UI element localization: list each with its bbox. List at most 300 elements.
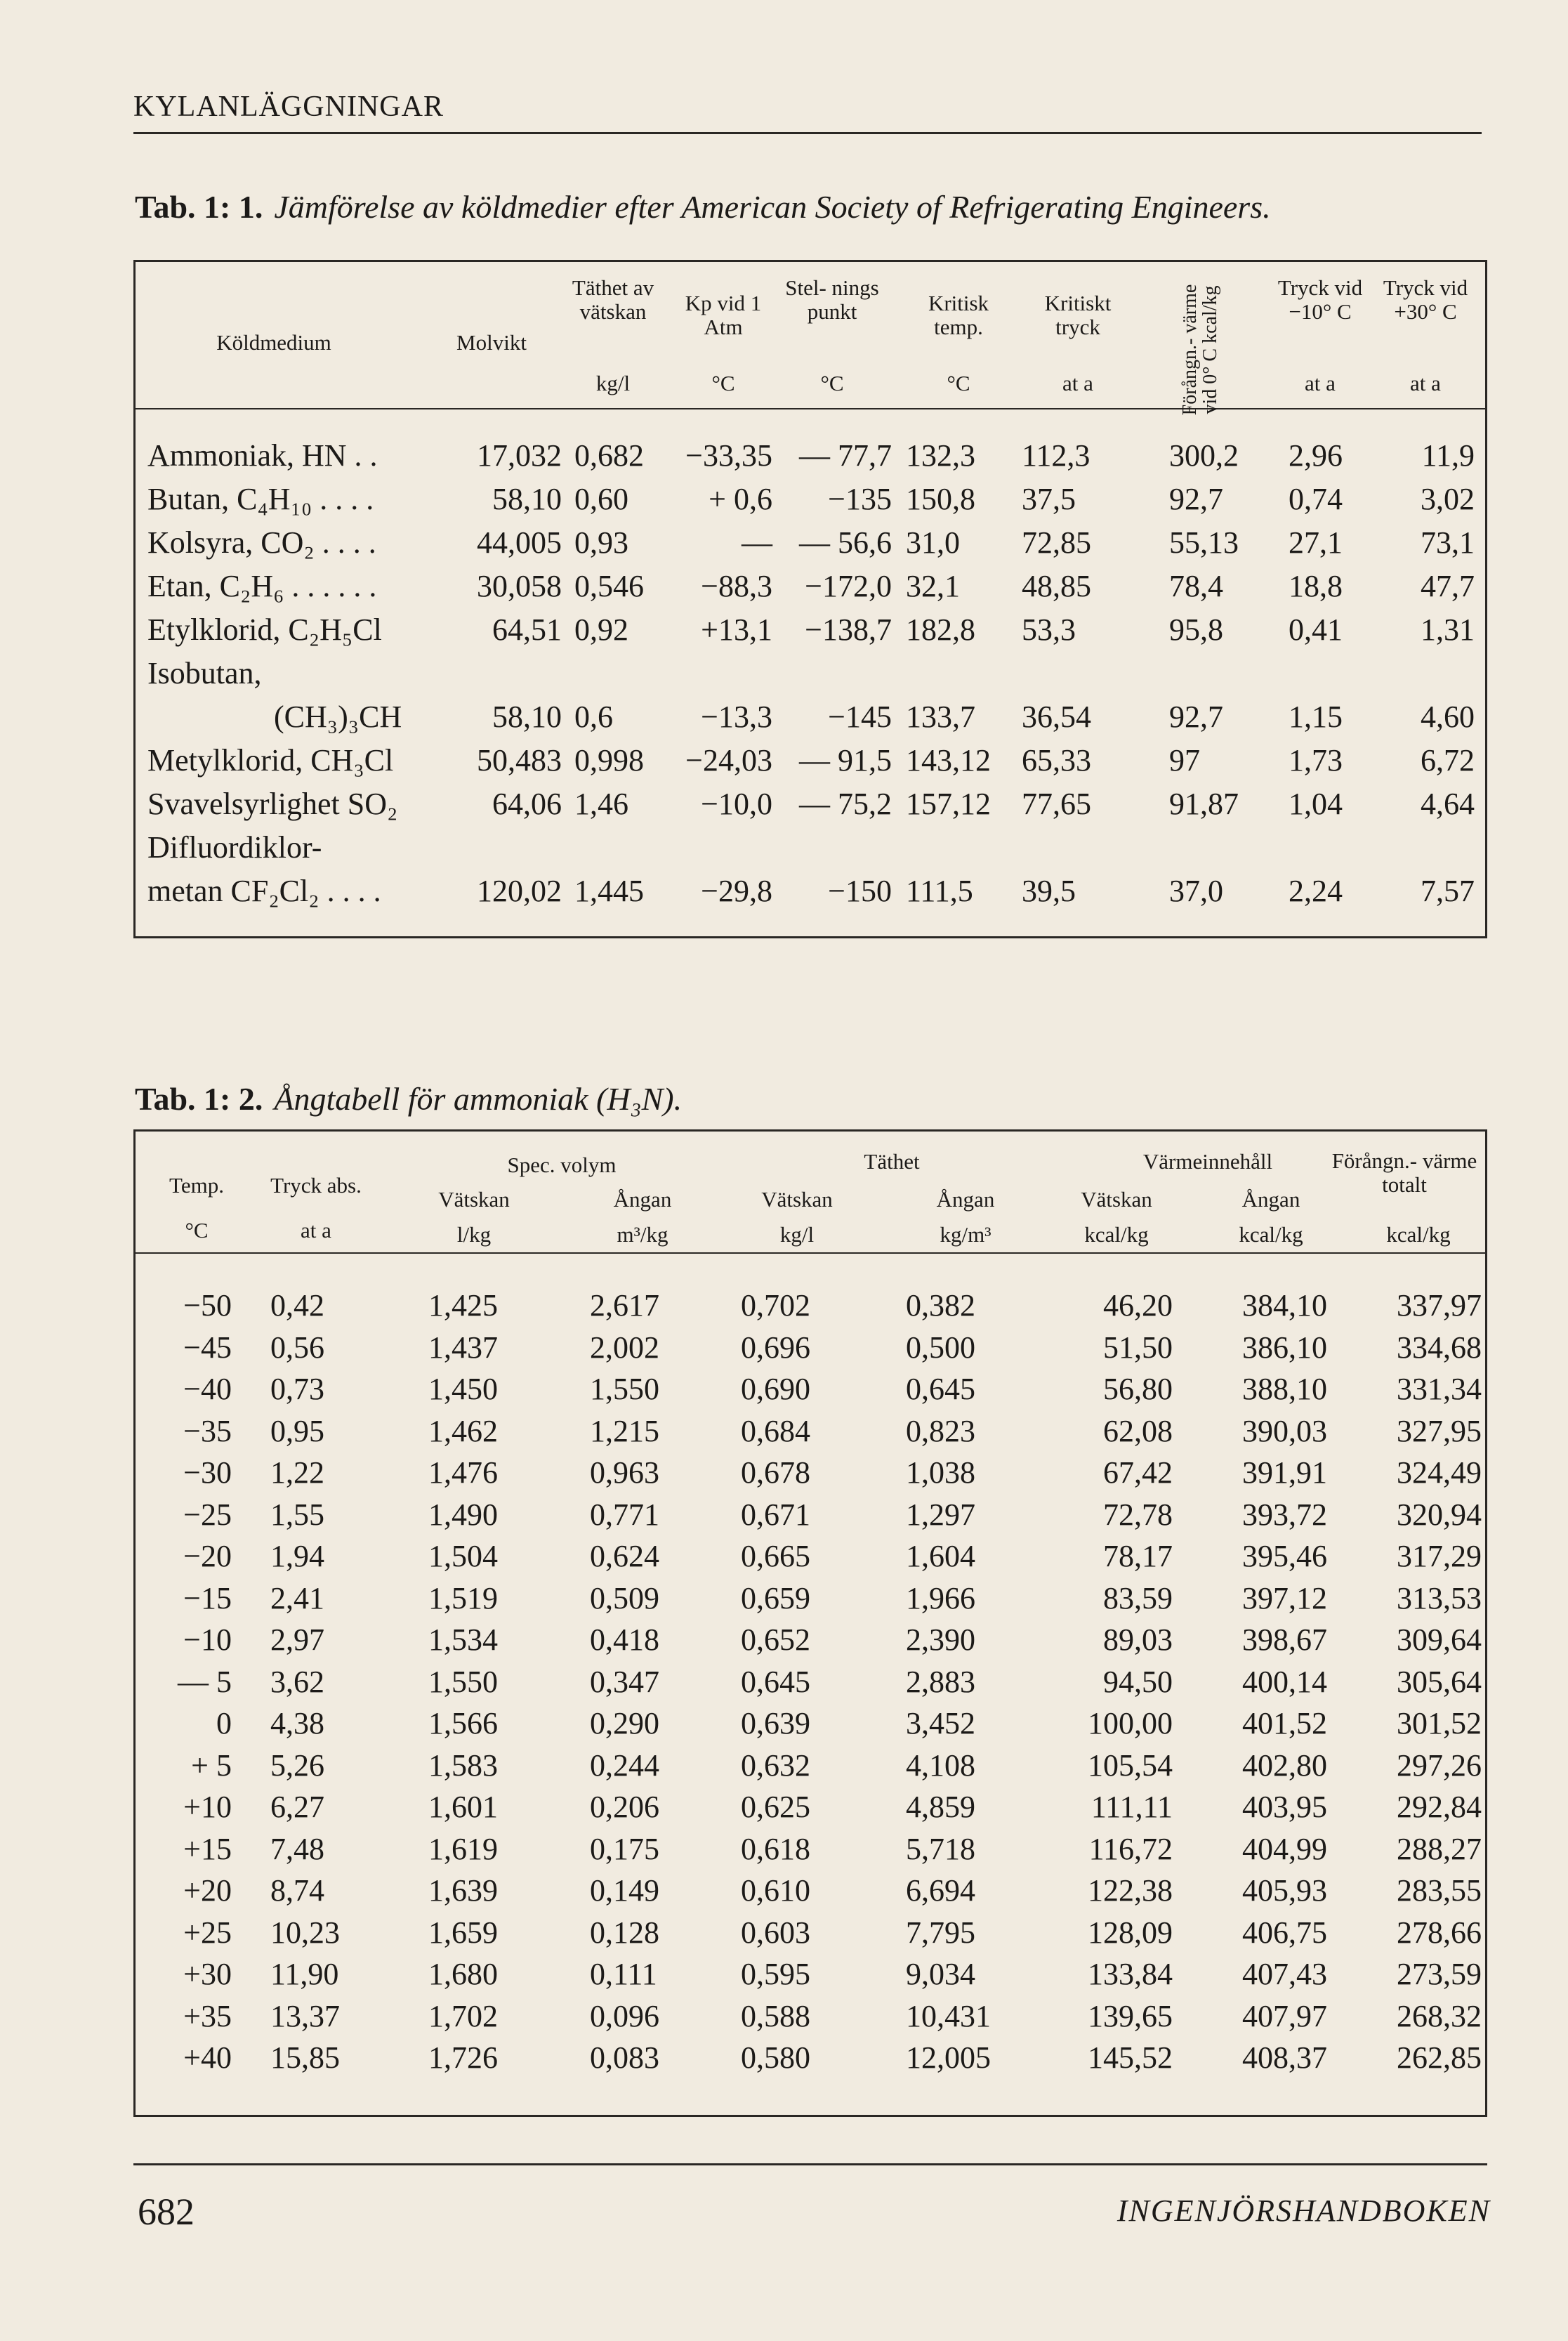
cell-t-vatskan: 0,671 <box>741 1497 810 1532</box>
cell-kp: −10,0 <box>701 787 772 821</box>
cell-press: 1,55 <box>270 1497 324 1532</box>
cell-forangn: 313,53 <box>1397 1580 1482 1615</box>
cell-temp: +10 <box>183 1790 232 1824</box>
col-header-crit-press: Kritiskt tryck <box>1044 291 1112 340</box>
cell-heat: 37,0 <box>1169 874 1223 908</box>
cell-v-vatskan: 72,78 <box>1103 1497 1173 1532</box>
cell-t-angan: 6,694 <box>906 1873 975 1908</box>
cell-v-vatskan: 62,08 <box>1103 1413 1173 1448</box>
cell-t-vatskan: 0,678 <box>741 1455 810 1490</box>
cell-sv-angan: 0,509 <box>590 1580 659 1615</box>
cell-v-vatskan: 78,17 <box>1103 1539 1173 1573</box>
cell-forangn: 292,84 <box>1397 1790 1482 1824</box>
cell-sv-angan: 0,624 <box>590 1539 659 1573</box>
cell-t-angan: 0,382 <box>906 1288 975 1323</box>
cell-forangn: 337,97 <box>1397 1288 1482 1323</box>
cell-name: Etan, C₂H₆ . . . . . . <box>147 569 377 603</box>
cell-heat: 92,7 <box>1169 700 1223 734</box>
cell-forangn: 273,59 <box>1397 1957 1482 1991</box>
cell-crit-press: 77,65 <box>1022 787 1091 821</box>
cell-density: 0,60 <box>574 482 628 516</box>
cell-sv-vatskan: 1,476 <box>428 1455 498 1490</box>
cell-press: 0,95 <box>270 1413 324 1448</box>
cell-crit-press: 48,85 <box>1022 569 1091 603</box>
cell-density: 0,93 <box>574 525 628 560</box>
page-number: 682 <box>138 2191 195 2233</box>
cell-sv-vatskan: 1,425 <box>428 1288 498 1323</box>
cell-heat: 78,4 <box>1169 569 1223 603</box>
cell-crit-press: 112,3 <box>1022 438 1091 473</box>
cell-stel: −145 <box>828 700 892 734</box>
cell-molvikt: 64,06 <box>492 787 562 821</box>
cell-name: Butan, C₄H₁₀ . . . . <box>147 482 374 516</box>
cell-p-minus10: 2,24 <box>1289 874 1343 908</box>
cell-sv-vatskan: 1,680 <box>428 1957 498 1991</box>
table1-title: Jämförelse av köldmedier efter American Society of Refrigerating Engineers. <box>274 189 1271 225</box>
table2-number: Tab. 1: 2. <box>135 1081 263 1117</box>
cell-sv-vatskan: 1,490 <box>428 1497 498 1532</box>
cell-sv-angan: 0,149 <box>590 1873 659 1908</box>
col-unit-sv-l: l/kg <box>456 1222 492 1247</box>
cell-v-vatskan: 128,09 <box>1088 1915 1173 1950</box>
cell-t-vatskan: 0,610 <box>741 1873 810 1908</box>
cell-forangn: 324,49 <box>1397 1455 1482 1490</box>
cell-sv-vatskan: 1,639 <box>428 1873 498 1908</box>
cell-stel: −172,0 <box>805 569 892 603</box>
cell-sv-vatskan: 1,601 <box>428 1790 498 1824</box>
cell-forangn: 288,27 <box>1397 1831 1482 1866</box>
col-header-p-minus10-unit: at a <box>1305 371 1336 395</box>
cell-crit-press: 37,5 <box>1022 482 1076 516</box>
cell-t-angan: 3,452 <box>906 1706 975 1740</box>
cell-forangn: 334,68 <box>1397 1330 1482 1365</box>
cell-t-angan: 1,038 <box>906 1455 975 1490</box>
cell-temp: −20 <box>183 1539 232 1573</box>
cell-t-angan: 0,500 <box>906 1330 975 1365</box>
cell-stel: −150 <box>828 874 892 908</box>
cell-v-angan: 403,95 <box>1242 1790 1327 1824</box>
col-header-molvikt: Molvikt <box>456 330 527 355</box>
col-header-density-unit: kg/l <box>595 371 631 395</box>
cell-molvikt: 30,058 <box>477 569 562 603</box>
col-header-heat: Förångn.- värme vid 0° C kcal/kg <box>1179 284 1222 416</box>
cell-v-vatskan: 46,20 <box>1103 1288 1173 1323</box>
cell-v-angan: 391,91 <box>1242 1455 1327 1490</box>
cell-t-angan: 7,795 <box>906 1915 975 1950</box>
cell-sv-vatskan: 1,659 <box>428 1915 498 1950</box>
cell-sv-vatskan: 1,583 <box>428 1747 498 1783</box>
col-header-t-angan: Ångan <box>936 1187 995 1212</box>
cell-v-angan: 400,14 <box>1242 1664 1327 1699</box>
cell-p-plus30: 3,02 <box>1421 482 1475 516</box>
cell-v-angan: 405,93 <box>1242 1873 1327 1908</box>
cell-molvikt: 50,483 <box>477 743 562 778</box>
cell-v-vatskan: 139,65 <box>1088 1998 1173 2033</box>
cell-press: 3,62 <box>270 1664 324 1699</box>
cell-forangn: 305,64 <box>1397 1664 1482 1699</box>
cell-density: 0,6 <box>574 700 613 734</box>
cell-forangn: 297,26 <box>1397 1747 1482 1783</box>
cell-sv-angan: 2,002 <box>590 1330 659 1365</box>
cell-kp: — <box>742 525 772 560</box>
cell-v-angan: 407,43 <box>1242 1957 1327 1991</box>
cell-sv-angan: 0,290 <box>590 1706 659 1740</box>
cell-t-angan: 10,431 <box>906 1998 991 2033</box>
col-header-stel-unit: °C <box>820 371 844 395</box>
cell-t-vatskan: 0,639 <box>741 1706 810 1740</box>
col-header-v-angan: Ångan <box>1241 1187 1300 1212</box>
col-header-density: Täthet av vätskan <box>572 275 654 324</box>
cell-t-angan: 2,883 <box>906 1664 975 1699</box>
cell-molvikt: 120,02 <box>477 874 562 908</box>
cell-sv-angan: 0,175 <box>590 1831 659 1866</box>
cell-temp: + 5 <box>191 1747 232 1783</box>
cell-temp: +40 <box>183 2040 232 2075</box>
cell-p-plus30: 47,7 <box>1421 569 1475 603</box>
cell-temp: −15 <box>183 1580 232 1615</box>
cell-name: Etylklorid, C₂H₅Cl <box>147 612 382 647</box>
col-header-press-unit: at a <box>301 1218 331 1242</box>
cell-kp: −24,03 <box>685 743 772 778</box>
cell-molvikt: 64,51 <box>492 612 562 647</box>
cell-v-vatskan: 89,03 <box>1103 1622 1173 1657</box>
cell-press: 6,27 <box>270 1790 324 1824</box>
cell-forangn: 327,95 <box>1397 1413 1482 1448</box>
cell-v-vatskan: 67,42 <box>1103 1455 1173 1490</box>
cell-forangn: 262,85 <box>1397 2040 1482 2075</box>
cell-t-angan: 2,390 <box>906 1622 975 1657</box>
cell-press: 13,37 <box>270 1998 340 2033</box>
cell-kp: +13,1 <box>701 612 772 647</box>
cell-sv-angan: 0,111 <box>590 1957 657 1991</box>
cell-p-plus30: 11,9 <box>1421 438 1475 473</box>
cell-stel: −138,7 <box>805 612 892 647</box>
cell-forangn: 309,64 <box>1397 1622 1482 1657</box>
cell-temp: −45 <box>183 1330 232 1365</box>
cell-v-vatskan: 56,80 <box>1103 1372 1173 1406</box>
cell-v-angan: 397,12 <box>1242 1580 1327 1615</box>
table2-title: Ångtabell för ammoniak (H₃N). <box>274 1081 683 1117</box>
cell-p-plus30: 1,31 <box>1421 612 1475 647</box>
cell-sv-angan: 1,550 <box>590 1372 659 1406</box>
cell-crit-temp: 32,1 <box>906 569 960 603</box>
cell-sv-vatskan: 1,519 <box>428 1580 498 1615</box>
cell-name: Ammoniak, HN . . <box>147 438 378 473</box>
cell-kp: + 0,6 <box>709 482 772 516</box>
cell-forangn: 283,55 <box>1397 1873 1482 1908</box>
table-border-right <box>1485 1132 1487 2115</box>
cell-density: 0,998 <box>574 743 644 778</box>
cell-sv-angan: 0,083 <box>590 2040 659 2075</box>
cell-t-angan: 4,859 <box>906 1790 975 1824</box>
cell-crit-press: 72,85 <box>1022 525 1091 560</box>
cell-p-minus10: 27,1 <box>1289 525 1343 560</box>
cell-molvikt: 17,032 <box>477 438 562 473</box>
running-header: KYLANLÄGGNINGAR <box>133 91 444 123</box>
cell-p-plus30: 7,57 <box>1421 874 1475 908</box>
cell-stel: — 56,6 <box>799 525 892 560</box>
cell-temp: +15 <box>183 1831 232 1866</box>
cell-sv-vatskan: 1,534 <box>428 1622 498 1657</box>
cell-p-minus10: 0,74 <box>1289 482 1343 516</box>
cell-density: 0,92 <box>574 612 628 647</box>
cell-sv-vatskan: 1,702 <box>428 1998 498 2033</box>
cell-v-angan: 401,52 <box>1242 1706 1327 1740</box>
cell-temp: — 5 <box>178 1664 232 1699</box>
cell-heat: 55,13 <box>1169 525 1239 560</box>
cell-v-angan: 408,37 <box>1242 2040 1327 2075</box>
cell-crit-temp: 31,0 <box>906 525 960 560</box>
cell-crit-temp: 132,3 <box>906 438 975 473</box>
cell-t-vatskan: 0,702 <box>741 1288 810 1323</box>
col-unit-t-l: kg/l <box>779 1222 815 1247</box>
col-group-spec-volym: Spec. volym <box>507 1153 617 1177</box>
cell-t-vatskan: 0,618 <box>741 1831 810 1866</box>
cell-press: 11,90 <box>270 1957 339 1991</box>
col-header-stel: Stel- nings punkt <box>785 275 879 324</box>
cell-t-angan: 0,823 <box>906 1413 975 1448</box>
cell-forangn: 278,66 <box>1397 1915 1482 1950</box>
cell-sv-vatskan: 1,619 <box>428 1831 498 1866</box>
col-unit-t-a: kg/m³ <box>940 1222 991 1247</box>
book-title: INGENJÖRSHANDBOKEN <box>1116 2194 1491 2228</box>
cell-temp: −30 <box>183 1455 232 1490</box>
cell-v-vatskan: 133,84 <box>1088 1957 1173 1991</box>
cell-v-angan: 393,72 <box>1242 1497 1327 1532</box>
cell-forangn: 320,94 <box>1397 1497 1482 1532</box>
cell-v-angan: 384,10 <box>1242 1288 1327 1323</box>
table-header-rule <box>133 1252 1487 1254</box>
cell-heat: 300,2 <box>1169 438 1239 473</box>
col-header-crit-temp-unit: °C <box>947 371 970 395</box>
cell-v-vatskan: 100,00 <box>1088 1706 1173 1740</box>
cell-density: 1,46 <box>574 787 628 821</box>
cell-p-plus30: 4,60 <box>1421 700 1475 734</box>
col-unit-forangn: kcal/kg <box>1386 1222 1451 1247</box>
cell-kp: −88,3 <box>701 569 772 603</box>
cell-press: 1,22 <box>270 1455 324 1490</box>
cell-press: 0,56 <box>270 1330 324 1365</box>
cell-name: Isobutan, <box>147 656 262 690</box>
cell-sv-vatskan: 1,437 <box>428 1330 498 1365</box>
cell-sv-angan: 0,128 <box>590 1915 659 1950</box>
table-border-left <box>133 262 136 936</box>
cell-temp: −25 <box>183 1497 232 1532</box>
cell-t-vatskan: 0,659 <box>741 1580 810 1615</box>
cell-density: 0,546 <box>574 569 644 603</box>
cell-temp: −35 <box>183 1413 232 1448</box>
cell-crit-press: 53,3 <box>1022 612 1076 647</box>
cell-name: Metylklorid, CH₃Cl <box>147 743 394 778</box>
cell-t-vatskan: 0,665 <box>741 1539 810 1573</box>
cell-sv-vatskan: 1,462 <box>428 1413 498 1448</box>
col-header-p-minus10: Tryck vid −10° C <box>1277 275 1363 324</box>
cell-heat: 92,7 <box>1169 482 1223 516</box>
cell-name: Svavelsyrlighet SO₂ <box>147 787 398 821</box>
cell-sv-angan: 0,096 <box>590 1998 659 2033</box>
cell-p-minus10: 1,04 <box>1289 787 1343 821</box>
cell-t-angan: 1,966 <box>906 1580 975 1615</box>
cell-t-angan: 9,034 <box>906 1957 975 1991</box>
cell-molvikt: 58,10 <box>492 482 562 516</box>
col-unit-v-a: kcal/kg <box>1239 1222 1303 1247</box>
col-group-varme: Värmeinnehåll <box>1142 1149 1273 1174</box>
cell-name: Difluordiklor- <box>147 830 322 865</box>
cell-t-vatskan: 0,632 <box>741 1747 810 1783</box>
cell-press: 2,41 <box>270 1580 324 1615</box>
cell-crit-temp: 150,8 <box>906 482 975 516</box>
table1-number: Tab. 1: 1. <box>135 189 263 225</box>
refrigerant-comparison-table <box>133 260 1487 938</box>
cell-v-vatskan: 51,50 <box>1103 1330 1173 1365</box>
cell-p-plus30: 6,72 <box>1421 743 1475 778</box>
cell-crit-temp: 143,12 <box>906 743 991 778</box>
col-header-t-vatskan: Vätskan <box>761 1187 833 1212</box>
col-header-sv-vatskan: Vätskan <box>438 1187 510 1212</box>
cell-forangn: 301,52 <box>1397 1706 1482 1740</box>
cell-v-angan: 386,10 <box>1242 1330 1327 1365</box>
cell-temp: +35 <box>183 1998 232 2033</box>
cell-kp: −33,35 <box>685 438 772 473</box>
cell-t-vatskan: 0,603 <box>741 1915 810 1950</box>
cell-stel: −135 <box>828 482 892 516</box>
cell-temp: +20 <box>183 1873 232 1908</box>
cell-t-angan: 5,718 <box>906 1831 975 1866</box>
ammonia-steam-table <box>133 1129 1487 2117</box>
cell-heat: 91,87 <box>1169 787 1239 821</box>
cell-t-vatskan: 0,652 <box>741 1622 810 1657</box>
col-header-crit-press-unit: at a <box>1062 371 1093 395</box>
col-header-p-plus30: Tryck vid +30° C <box>1383 275 1468 324</box>
cell-press: 0,73 <box>270 1372 324 1406</box>
cell-temp: +25 <box>183 1915 232 1950</box>
cell-crit-temp: 157,12 <box>906 787 991 821</box>
col-header-p-plus30-unit: at a <box>1410 371 1441 395</box>
col-header-temp: Temp. <box>169 1173 224 1198</box>
cell-press: 5,26 <box>270 1747 324 1783</box>
cell-name: (CH₃)₃CH <box>274 700 402 734</box>
cell-t-angan: 1,297 <box>906 1497 975 1532</box>
cell-t-angan: 12,005 <box>906 2040 991 2075</box>
cell-p-plus30: 4,64 <box>1421 787 1475 821</box>
cell-v-angan: 390,03 <box>1242 1413 1327 1448</box>
cell-molvikt: 58,10 <box>492 700 562 734</box>
cell-v-angan: 402,80 <box>1242 1747 1327 1783</box>
cell-crit-temp: 182,8 <box>906 612 975 647</box>
table1-caption <box>135 188 1271 225</box>
cell-temp: −10 <box>183 1622 232 1657</box>
cell-t-angan: 4,108 <box>906 1747 975 1783</box>
cell-forangn: 331,34 <box>1397 1372 1482 1406</box>
cell-v-vatskan: 105,54 <box>1088 1747 1173 1783</box>
cell-heat: 95,8 <box>1169 612 1223 647</box>
cell-press: 0,42 <box>270 1288 324 1323</box>
cell-crit-temp: 111,5 <box>906 874 973 908</box>
cell-density: 1,445 <box>574 874 644 908</box>
cell-forangn: 268,32 <box>1397 1998 1482 2033</box>
cell-press: 15,85 <box>270 2040 340 2075</box>
cell-heat: 97 <box>1169 743 1200 778</box>
cell-temp: 0 <box>216 1706 232 1740</box>
table-border-left <box>133 1132 136 2115</box>
cell-p-minus10: 1,73 <box>1289 743 1343 778</box>
cell-temp: −40 <box>183 1372 232 1406</box>
cell-p-plus30: 73,1 <box>1421 525 1475 560</box>
cell-sv-angan: 1,215 <box>590 1413 659 1448</box>
cell-v-vatskan: 145,52 <box>1088 2040 1173 2075</box>
col-header-press: Tryck abs. <box>270 1173 362 1198</box>
cell-kp: −13,3 <box>701 700 772 734</box>
cell-forangn: 317,29 <box>1397 1539 1482 1573</box>
cell-t-vatskan: 0,690 <box>741 1372 810 1406</box>
cell-press: 4,38 <box>270 1706 324 1740</box>
cell-sv-vatskan: 1,566 <box>428 1706 498 1740</box>
cell-crit-press: 36,54 <box>1022 700 1091 734</box>
cell-p-minus10: 18,8 <box>1289 569 1343 603</box>
cell-stel: — 77,7 <box>799 438 892 473</box>
cell-press: 7,48 <box>270 1831 324 1866</box>
col-header-medium: Köldmedium <box>216 330 331 355</box>
cell-v-angan: 388,10 <box>1242 1372 1327 1406</box>
cell-sv-angan: 2,617 <box>590 1288 659 1323</box>
cell-crit-press: 39,5 <box>1022 874 1076 908</box>
cell-sv-angan: 0,963 <box>590 1455 659 1490</box>
cell-t-angan: 0,645 <box>906 1372 975 1406</box>
cell-sv-angan: 0,771 <box>590 1497 659 1532</box>
cell-t-vatskan: 0,588 <box>741 1998 810 2033</box>
cell-v-vatskan: 111,11 <box>1091 1790 1173 1824</box>
cell-sv-angan: 0,347 <box>590 1664 659 1699</box>
cell-t-vatskan: 0,625 <box>741 1790 810 1824</box>
cell-p-minus10: 0,41 <box>1289 612 1343 647</box>
cell-sv-vatskan: 1,504 <box>428 1539 498 1573</box>
col-header-sv-angan: Ångan <box>613 1187 672 1212</box>
cell-crit-temp: 133,7 <box>906 700 975 734</box>
cell-v-angan: 395,46 <box>1242 1539 1327 1573</box>
cell-t-vatskan: 0,595 <box>741 1957 810 1991</box>
header-rule <box>133 132 1482 134</box>
cell-sv-vatskan: 1,450 <box>428 1372 498 1406</box>
col-unit-v-l: kcal/kg <box>1084 1222 1149 1247</box>
cell-temp: −50 <box>183 1288 232 1323</box>
cell-press: 2,97 <box>270 1622 324 1657</box>
cell-v-angan: 407,97 <box>1242 1998 1327 2033</box>
cell-sv-angan: 0,206 <box>590 1790 659 1824</box>
col-header-temp-unit: °C <box>185 1218 209 1242</box>
cell-stel: — 75,2 <box>799 787 892 821</box>
footer-rule <box>133 2163 1487 2165</box>
cell-name: Kolsyra, CO₂ . . . . <box>147 525 376 560</box>
cell-t-vatskan: 0,580 <box>741 2040 810 2075</box>
cell-kp: −29,8 <box>701 874 772 908</box>
cell-sv-angan: 0,418 <box>590 1622 659 1657</box>
cell-v-angan: 404,99 <box>1242 1831 1327 1866</box>
col-header-kp: Kp vid 1 Atm <box>685 291 762 340</box>
cell-sv-angan: 0,244 <box>590 1747 659 1783</box>
cell-v-vatskan: 94,50 <box>1103 1664 1173 1699</box>
cell-v-angan: 398,67 <box>1242 1622 1327 1657</box>
cell-sv-vatskan: 1,726 <box>428 2040 498 2075</box>
col-header-v-vatskan: Vätskan <box>1081 1187 1152 1212</box>
cell-p-minus10: 2,96 <box>1289 438 1343 473</box>
col-header-kp-unit: °C <box>711 371 735 395</box>
cell-v-angan: 406,75 <box>1242 1915 1327 1950</box>
cell-press: 1,94 <box>270 1539 324 1573</box>
cell-molvikt: 44,005 <box>477 525 562 560</box>
cell-t-vatskan: 0,684 <box>741 1413 810 1448</box>
cell-p-minus10: 1,15 <box>1289 700 1343 734</box>
table2-caption <box>135 1080 682 1117</box>
